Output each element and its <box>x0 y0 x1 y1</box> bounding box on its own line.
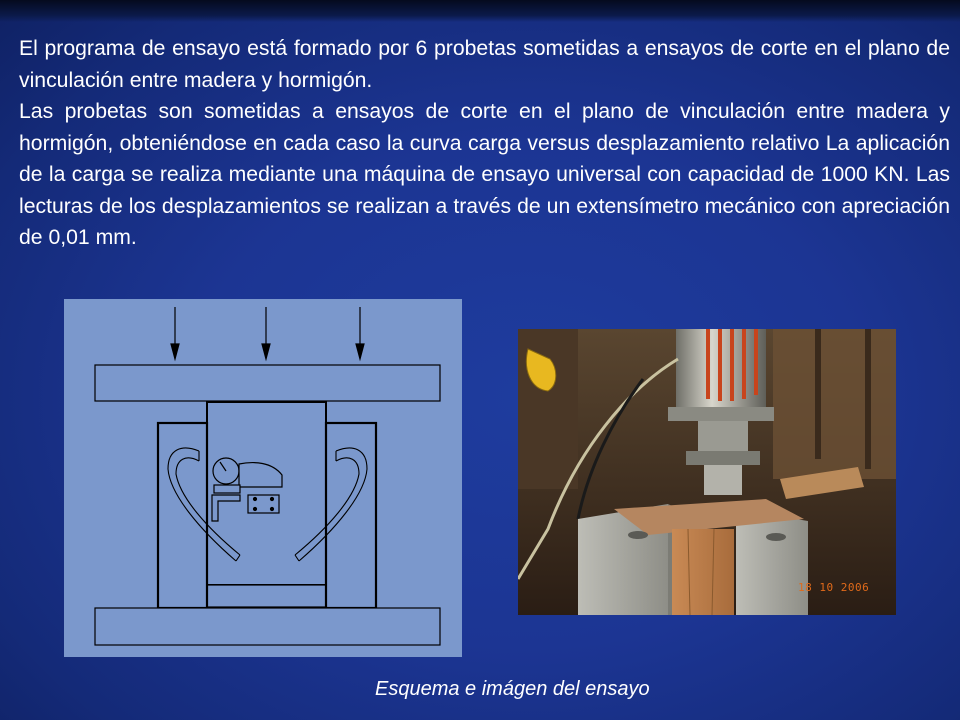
test-photo <box>518 329 896 615</box>
bottom-support-plate <box>95 608 440 645</box>
slide-body-text <box>19 33 950 254</box>
top-loading-plate <box>95 365 440 401</box>
figure-caption: Esquema e imágen del ensayo <box>375 678 650 700</box>
paragraph-2: Las probetas son sometidas a ensayos de corte en el plano de vinculación entre madera y hormigón, obteniéndose en cada caso la curva carga versus desplazamiento relativo La aplicación de la carga se realiza mediante una máquina de ensayo universal con capacidad de 1000 KN. Las lecturas de los desplazamientos se realizan a través de un extensímetro mecánico con apreciación de 0,01 mm. <box>19 100 950 249</box>
right-concrete-block <box>326 423 376 608</box>
paragraph-1: El programa de ensayo está formado por 6 probetas sometidas a ensayos de corte en el plano de vinculación entre madera y hormigón. <box>19 37 950 92</box>
load-arrows <box>171 307 364 359</box>
photo-date-stamp: 18 10 2006 <box>798 581 870 594</box>
test-schematic-diagram <box>64 299 462 657</box>
top-dark-band <box>0 0 960 22</box>
